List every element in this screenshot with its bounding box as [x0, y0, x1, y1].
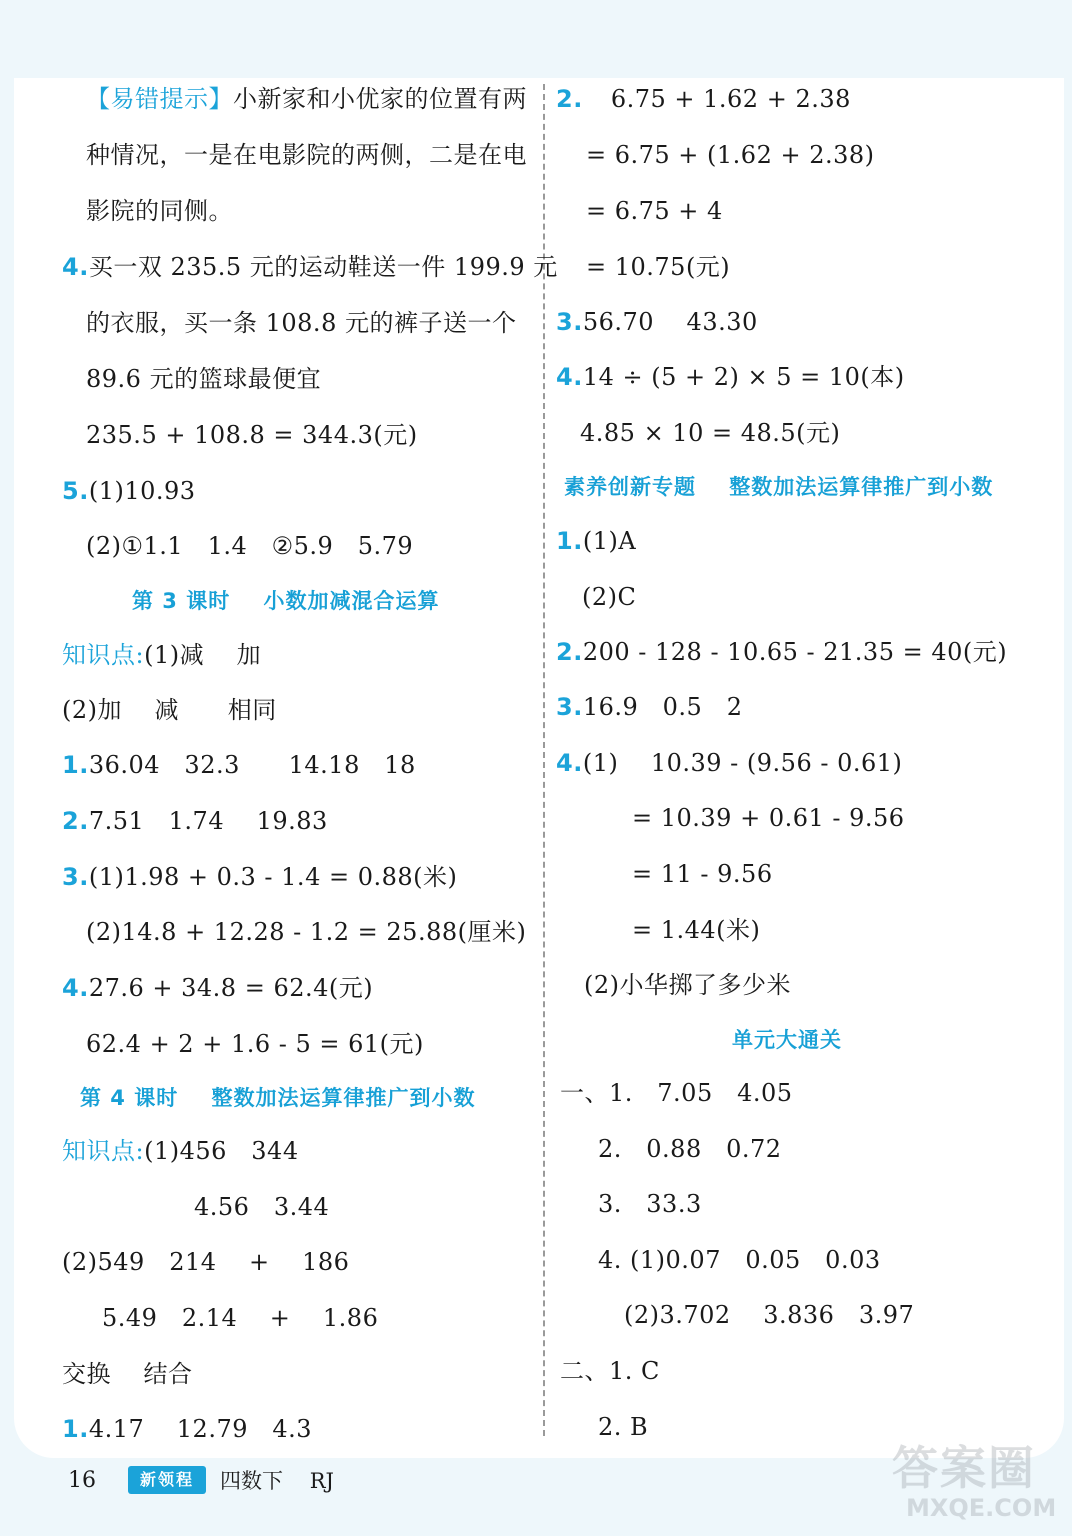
s3-line [556, 690, 742, 724]
q4-text: 买一双 235.5 元的运动鞋送一件 199.9 元 [88, 253, 558, 281]
q4-number: 4. [62, 253, 89, 281]
a1-text: 36.04 32.3 14.18 18 [88, 751, 416, 779]
s2-text: 200 - 128 - 10.65 - 21.35 = 40(元) [582, 638, 1008, 666]
q5-line-1 [62, 474, 196, 508]
s1-text: (1)A [582, 527, 637, 555]
u1-line-4: 4. (1)0.07 0.05 0.03 [598, 1246, 881, 1274]
watermark-text: 答案圈 [892, 1441, 1036, 1495]
a4-number: 4. [62, 974, 89, 1002]
q5-text: (1)10.93 [88, 477, 196, 505]
r2-line-3: = 6.75 + 4 [586, 197, 723, 225]
s3-number: 3. [556, 693, 583, 721]
b1-line [62, 1412, 312, 1446]
a3-line-1 [62, 860, 457, 894]
q4-line-2: 的衣服，买一条 108.8 元的裤子送一个 [86, 309, 517, 337]
u2-line-1: 二、1. C [560, 1357, 660, 1385]
r2-line-2: = 6.75 + (1.62 + 2.38) [586, 141, 875, 169]
u1-line-3: 3. 33.3 [598, 1190, 702, 1218]
section-heading-special: 素养创新专题 整数加法运算律推广到小数 [564, 475, 994, 499]
s1-number: 1. [556, 527, 583, 555]
s4-line-3: = 11 - 9.56 [632, 860, 773, 888]
kp3-line-2: (2)加 减 相同 [62, 696, 277, 724]
u1-line-2: 2. 0.88 0.72 [598, 1135, 782, 1163]
section-heading-lesson-3: 第 3 课时 小数加减混合运算 [132, 589, 440, 613]
footer-book-info: 四数下 RJ [220, 1469, 334, 1493]
a2-line [62, 804, 328, 838]
tip-line-3: 影院的同侧。 [86, 197, 233, 225]
kp4-text: (1)456 344 [144, 1137, 299, 1165]
kp4-line-3: (2)549 214 + 186 [62, 1248, 350, 1276]
tip-tag: 【易错提示】 [86, 85, 233, 113]
a1-line [62, 748, 416, 782]
brand-logo: 新领程 [128, 1466, 206, 1494]
r4-number: 4. [556, 363, 583, 391]
a4-line-2: 62.4 + 2 + 1.6 - 5 = 61(元) [86, 1030, 424, 1058]
r4-text: 14 ÷ (5 + 2) × 5 = 10(本) [582, 363, 905, 391]
kp4-line-2: 4.56 3.44 [194, 1193, 330, 1221]
a2-number: 2. [62, 807, 89, 835]
tip-text: 小新家和小优家的位置有两 [233, 85, 527, 113]
kp4-line-4: 5.49 2.14 + 1.86 [102, 1304, 379, 1332]
a3-line-2: (2)14.8 + 12.28 - 1.2 = 25.88(厘米) [86, 918, 527, 946]
s1-line-2: (2)C [582, 583, 637, 611]
a3-number: 3. [62, 863, 89, 891]
r3-text: 56.70 43.30 [582, 308, 758, 336]
u2-line-2: 2. B [598, 1413, 649, 1441]
r3-line [556, 305, 758, 339]
s4-number: 4. [556, 749, 583, 777]
kp3-text: (1)减 加 [144, 641, 262, 669]
s4-line-1 [556, 746, 902, 780]
kp4-label: 知识点: [62, 1137, 145, 1165]
s3-text: 16.9 0.5 2 [582, 693, 743, 721]
a1-number: 1. [62, 751, 89, 779]
r3-number: 3. [556, 308, 583, 336]
tip-line-1 [86, 82, 527, 116]
b1-number: 1. [62, 1415, 89, 1443]
q4-line-1 [62, 250, 558, 284]
s4-line-5: (2)小华掷了多少米 [584, 971, 791, 999]
kp4-line-5: 交换 结合 [62, 1360, 193, 1388]
s4-line-2: = 10.39 + 0.61 - 9.56 [632, 804, 905, 832]
q5-line-2: (2)①1.1 1.4 ②5.9 5.79 [86, 532, 414, 560]
column-divider [543, 84, 545, 1436]
r4-line-1 [556, 360, 905, 394]
u1-line-1: 一、1. 7.05 4.05 [560, 1079, 793, 1107]
kp4-line-1 [62, 1134, 299, 1168]
kp3-line-1 [62, 638, 261, 672]
watermark-url: MXQE.COM [906, 1494, 1057, 1522]
s4-text: (1) 10.39 - (9.56 - 0.61) [582, 749, 903, 777]
r2-line-1 [556, 82, 851, 116]
watermark-logo [888, 1428, 1064, 1528]
tip-line-2: 种情况，一是在电影院的两侧，二是在电 [86, 141, 527, 169]
a3-text: (1)1.98 + 0.3 - 1.4 = 0.88(米) [88, 863, 458, 891]
section-heading-lesson-4: 第 4 课时 整数加法运算律推广到小数 [80, 1086, 476, 1110]
q4-line-4: 235.5 + 108.8 = 344.3(元) [86, 421, 418, 449]
page-number: 16 [68, 1468, 96, 1493]
b1-text: 4.17 12.79 4.3 [88, 1415, 313, 1443]
section-heading-unit: 单元大通关 [732, 1028, 842, 1052]
a4-text: 27.6 + 34.8 = 62.4(元) [88, 974, 374, 1002]
a4-line-1 [62, 971, 373, 1005]
s2-number: 2. [556, 638, 583, 666]
r4-line-2: 4.85 × 10 = 48.5(元) [580, 419, 841, 447]
s2-line [556, 635, 1007, 669]
kp3-label: 知识点: [62, 641, 145, 669]
a2-text: 7.51 1.74 19.83 [88, 807, 328, 835]
r2-number: 2. [556, 85, 583, 113]
s4-line-4: = 1.44(米) [632, 916, 761, 944]
q5-number: 5. [62, 477, 89, 505]
r2-text: 6.75 + 1.62 + 2.38 [610, 85, 851, 113]
s1-line-1 [556, 524, 636, 558]
q4-line-3: 89.6 元的篮球最便宜 [86, 365, 322, 393]
u1-line-5: (2)3.702 3.836 3.97 [624, 1301, 915, 1329]
r2-line-4: = 10.75(元) [586, 253, 731, 281]
